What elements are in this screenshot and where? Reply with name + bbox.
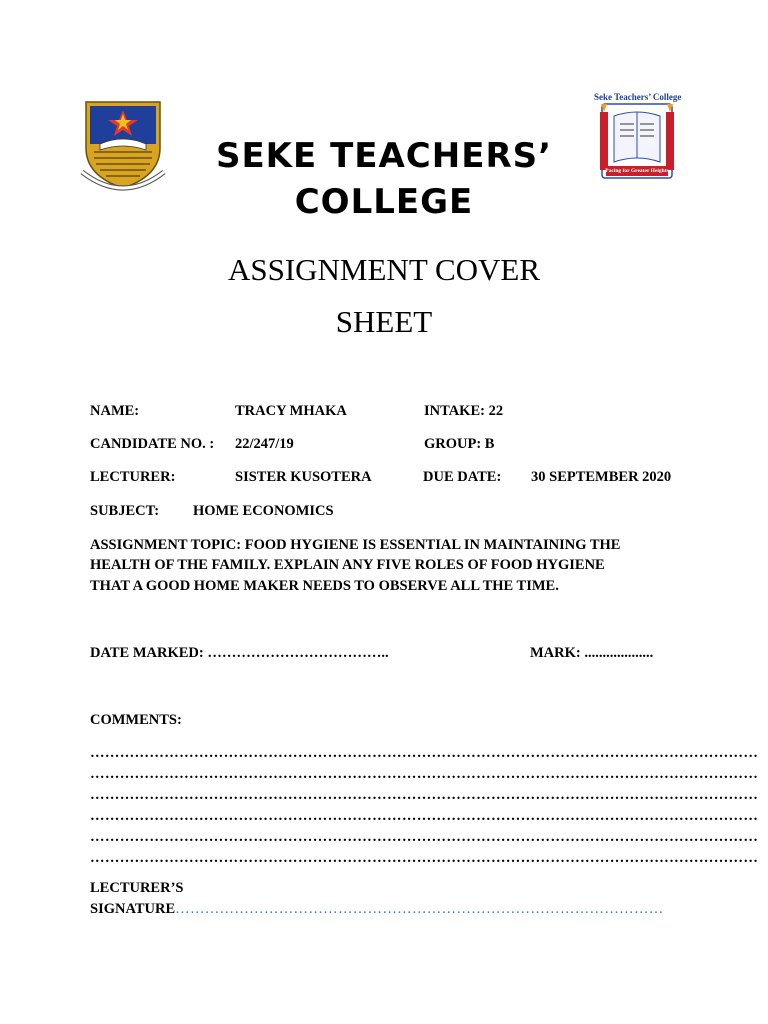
college-name-line2: COLLEGE [294, 182, 474, 222]
college-name-line1: SEKE TEACHERS’ [215, 136, 553, 176]
comment-line: ……………………………………………………………………………………………………………………… [90, 850, 759, 866]
comment-line: ……………………………………………………………………………………………………………………… [90, 808, 759, 824]
lecturer-value: SISTER KUSOTERA [235, 469, 372, 485]
signature-label-line2 [90, 901, 664, 918]
name-value: TRACY MHAKA [235, 403, 347, 419]
assignment-topic-line1: ASSIGNMENT TOPIC: FOOD HYGIENE IS ESSENTIAL IN MAINTAINING THE [90, 537, 621, 553]
name-label: NAME: [90, 403, 140, 419]
assignment-topic-line3: THAT A GOOD HOME MAKER NEEDS TO OBSERVE ALL THE TIME. [90, 578, 559, 594]
due-date-value: 30 SEPTEMBER 2020 [531, 469, 672, 485]
comment-line: ……………………………………………………………………………………………………………………… [90, 766, 759, 782]
signature-dotted-line: ……………………………………………………………………………………… [175, 901, 664, 917]
mark-field: MARK: ................... [530, 645, 654, 661]
lecturer-label: LECTURER: [90, 469, 176, 485]
intake-field: INTAKE: 22 [424, 403, 504, 419]
signature-label-line1: LECTURER’S [90, 880, 184, 896]
group-field: GROUP: B [424, 436, 495, 452]
cover-title-line1: ASSIGNMENT COVER [227, 252, 541, 287]
cover-title-line2: SHEET [335, 304, 433, 339]
subject-label: SUBJECT: [90, 503, 160, 519]
comments-label: COMMENTS: [90, 712, 182, 728]
subject-value: HOME ECONOMICS [193, 503, 334, 519]
due-date-label: DUE DATE: [423, 469, 502, 485]
comment-line: ……………………………………………………………………………………………………………………… [90, 745, 759, 761]
candidate-label: CANDIDATE NO. : [90, 436, 215, 452]
signature-label-text: SIGNATURE [90, 901, 176, 917]
date-marked-field: DATE MARKED: ……………………………….. [90, 645, 389, 661]
candidate-value: 22/247/19 [235, 436, 294, 452]
emblem-banner-text: Seke Teachers’ College [594, 92, 682, 102]
comment-line: ……………………………………………………………………………………………………………………… [90, 787, 759, 803]
assignment-topic-line2: HEALTH OF THE FAMILY. EXPLAIN ANY FIVE ROLES OF FOOD HYGIENE [90, 557, 605, 573]
emblem-motto-text: Pacing for Greater Heights [605, 168, 669, 174]
comment-line: ……………………………………………………………………………………………………………………… [90, 829, 759, 845]
